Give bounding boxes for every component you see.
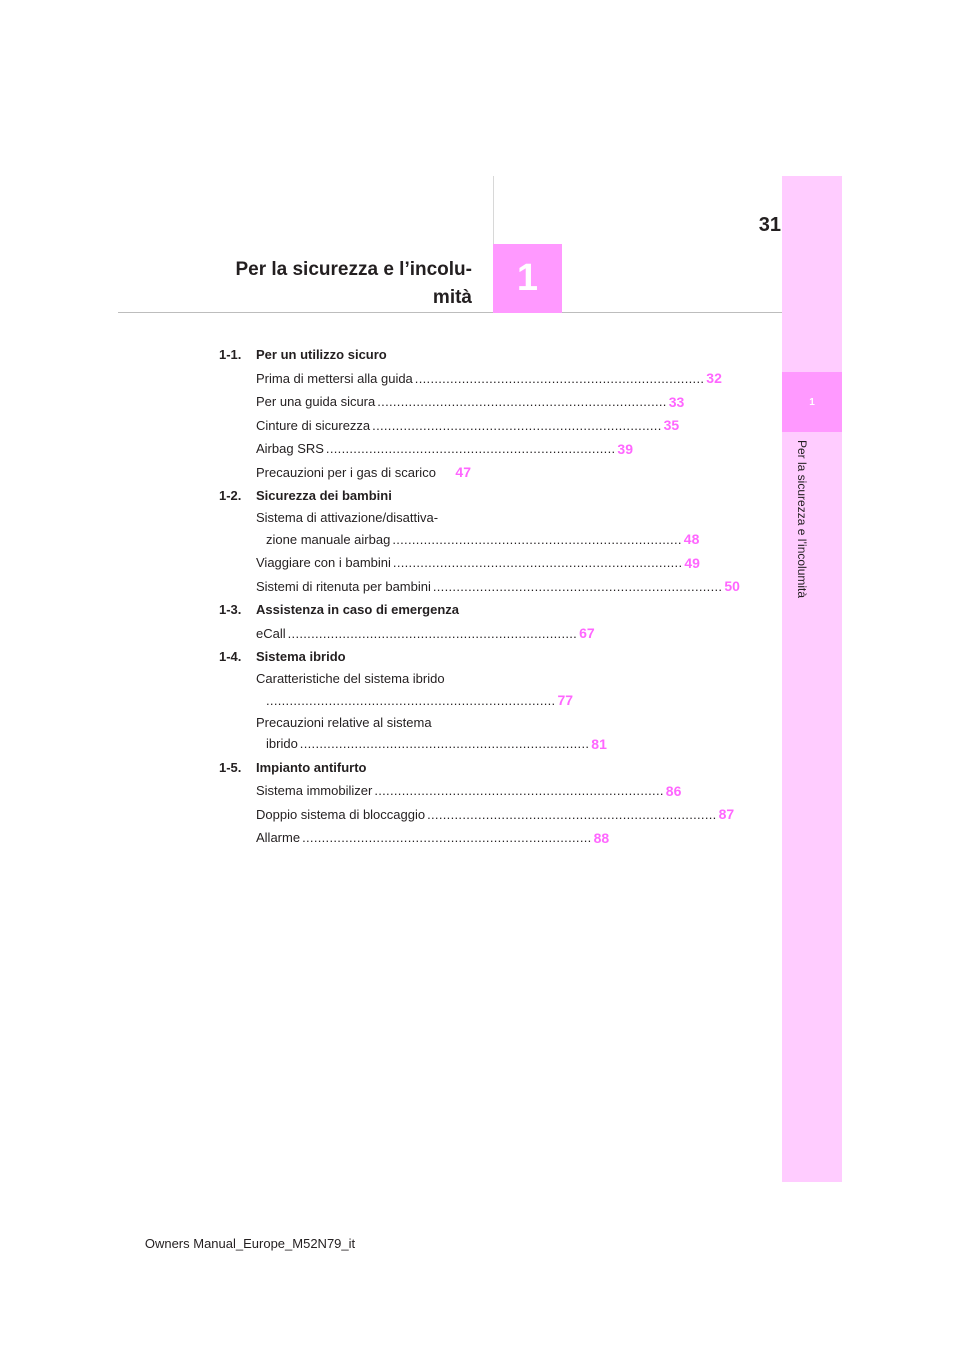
side-tab-strip: [782, 176, 842, 1182]
toc-entry[interactable]: eCall .......................................................................... 67: [256, 625, 595, 642]
toc-entry-title: zione manuale airbag: [266, 531, 391, 547]
side-tab-label: Per la sicurezza e l’incolumità: [795, 440, 809, 599]
toc-section-title: Per un utilizzo sicuro: [256, 347, 387, 363]
toc-section: [219, 484, 471, 508]
toc-section: [219, 343, 471, 367]
footer-doc-id: Owners Manual_Europe_M52N79_it: [144, 1236, 356, 1251]
toc-entry[interactable]: Sistema immobilizer .......................................................................... 86: [256, 782, 682, 799]
toc-entry-title: Sistemi di ritenuta per bambini: [256, 578, 431, 594]
side-tab-active[interactable]: 1: [782, 372, 842, 432]
toc-section-title: Impianto antifurto: [256, 759, 367, 775]
toc-entry-title: Doppio sistema di bloccaggio: [256, 806, 426, 822]
toc-page-link[interactable]: 77: [557, 692, 574, 709]
toc-page-link[interactable]: 87: [718, 806, 735, 823]
table-of-contents: [219, 343, 740, 850]
toc-page-link[interactable]: 50: [724, 578, 740, 595]
chapter-title: [200, 256, 472, 312]
toc-page-link[interactable]: 81: [591, 735, 607, 752]
page-number: 31: [758, 214, 781, 236]
toc-entry[interactable]: [219, 461, 471, 485]
toc-section: [219, 598, 471, 622]
toc-page-link[interactable]: 35: [663, 417, 680, 434]
chapter-title-line2: mità: [432, 287, 472, 308]
toc-section-number: 1-4.: [219, 649, 242, 665]
toc-entry[interactable]: Sistemi di ritenuta per bambini .......................................................................... 50: [256, 578, 740, 595]
toc-entry-line1: Precauzioni relative al sistema: [256, 714, 432, 730]
header-divider-horizontal: [118, 312, 782, 313]
toc-section-title: Sicurezza dei bambini: [256, 488, 392, 504]
toc-section-number: 1-2.: [219, 488, 242, 504]
chapter-title-line1: Per la sicurezza e l’incolu-: [235, 259, 472, 280]
toc-entry-line1: Caratteristiche del sistema ibrido: [256, 671, 445, 686]
toc-page-link[interactable]: 86: [665, 782, 682, 799]
toc-page-link[interactable]: 48: [683, 531, 700, 548]
toc-page-link[interactable]: 39: [617, 440, 633, 457]
chapter-number-box: 1: [493, 244, 562, 313]
toc-entry-line1: Sistema di attivazione/disattiva-: [256, 510, 439, 525]
toc-section-title: Sistema ibrido: [256, 649, 346, 665]
toc-section: [219, 645, 471, 669]
toc-entry[interactable]: .......................................................................... 77: [266, 692, 574, 709]
toc-entry-title: eCall: [256, 625, 286, 641]
toc-entry-title: Per una guida sicura: [256, 394, 376, 410]
toc-section-number: 1-3.: [219, 602, 242, 618]
toc-entry-title: Viaggiare con i bambini: [256, 555, 391, 571]
toc-page-link[interactable]: 32: [706, 370, 722, 387]
toc-entry-title: Precauzioni per i gas di scarico: [256, 464, 436, 480]
toc-page-link[interactable]: 49: [684, 554, 700, 571]
toc-entry[interactable]: ibrido .......................................................................... 81: [266, 735, 607, 752]
toc-page-link[interactable]: 67: [579, 625, 595, 642]
toc-entry-title: ibrido: [266, 736, 298, 752]
toc-section-number: 1-1.: [219, 347, 242, 363]
toc-entry-title: Sistema immobilizer: [256, 783, 373, 799]
toc-section: [219, 756, 471, 780]
toc-entry-title: Prima di mettersi alla guida: [256, 370, 413, 386]
toc-section-title: Assistenza in caso di emergenza: [256, 602, 460, 618]
toc-entry-title: Airbag SRS: [256, 441, 324, 457]
toc-entry[interactable]: Allarme .......................................................................... 88: [256, 829, 610, 846]
toc-entry[interactable]: zione manuale airbag .......................................................................... 48: [266, 531, 700, 548]
toc-entry-title: Cinture di sicurezza: [256, 417, 371, 433]
toc-entry[interactable]: Prima di mettersi alla guida .......................................................................... 32: [256, 370, 722, 387]
toc-entry-title: Allarme: [256, 830, 301, 846]
toc-entry[interactable]: Doppio sistema di bloccaggio .......................................................................... 87: [256, 806, 735, 823]
toc-page-link[interactable]: 33: [668, 393, 685, 410]
toc-page-link[interactable]: 47: [455, 464, 471, 481]
toc-entry[interactable]: Per una guida sicura .......................................................................... 33: [256, 393, 685, 410]
toc-entry[interactable]: Viaggiare con i bambini .......................................................................... 49: [256, 554, 700, 571]
toc-entry[interactable]: Airbag SRS .......................................................................... 39: [256, 440, 633, 457]
toc-section-number: 1-5.: [219, 759, 242, 775]
toc-entry[interactable]: Cinture di sicurezza .......................................................................... 35: [256, 417, 680, 434]
toc-page-link[interactable]: 88: [593, 829, 610, 846]
